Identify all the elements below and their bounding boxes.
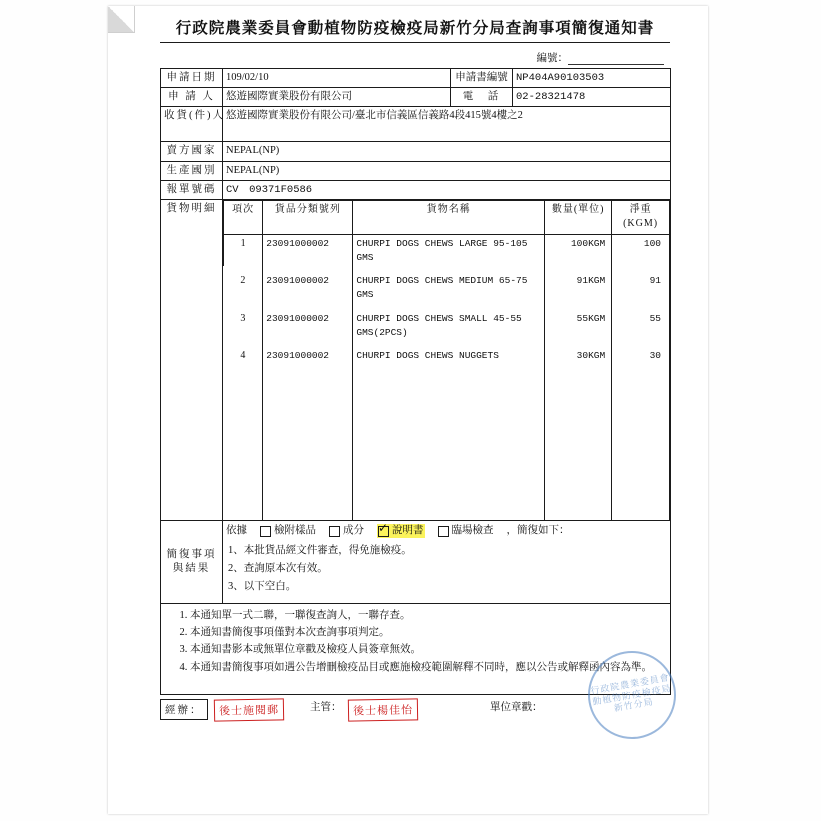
reply-row xyxy=(161,520,671,603)
checkbox-onsite-label: 臨場檢查 xyxy=(451,524,494,536)
document-number-row xyxy=(160,50,670,65)
reply-section-label xyxy=(161,520,223,603)
main-form-table xyxy=(160,68,671,695)
handler-label: 經辦： xyxy=(160,699,208,720)
checkbox-manual-box[interactable] xyxy=(378,526,389,537)
goods-row-no: 2 xyxy=(240,275,246,287)
table-row xyxy=(224,341,670,366)
apply-date-value: 109/02/10 xyxy=(223,69,451,88)
goods-row-name: CHURPI DOGS CHEWS NUGGETS xyxy=(353,341,545,366)
export-country-value: NEPAL(NP) xyxy=(223,142,671,161)
checkbox-onsite-box[interactable] xyxy=(438,526,449,537)
goods-detail-cell xyxy=(223,199,671,520)
goods-blank-cell xyxy=(612,366,670,520)
table-row xyxy=(161,180,671,199)
goods-blank-cell xyxy=(353,366,545,520)
table-row xyxy=(161,142,671,161)
goods-blank-space xyxy=(224,366,670,520)
goods-row-net: 30 xyxy=(612,341,670,366)
table-row xyxy=(161,161,671,180)
reply-section-label-line2: 與結果 xyxy=(172,562,211,574)
goods-row-code: 23091000002 xyxy=(263,341,353,366)
goods-table xyxy=(223,200,670,520)
goods-row-code: 23091000002 xyxy=(263,304,353,342)
consignee-label: 收貨(件)人 xyxy=(161,107,223,142)
goods-header-row xyxy=(224,200,670,234)
goods-col-net: 淨重(KGM) xyxy=(612,200,670,234)
reply-tail-label: ，簡復如下： xyxy=(506,524,570,536)
reply-line-3: 3、以下空白。 xyxy=(228,580,297,592)
checkbox-ingredient-label: 成分 xyxy=(343,524,364,536)
goods-blank-cell xyxy=(263,366,353,520)
list-item: 4. 本通知書簡復事項如遇公告增刪檢疫品目或應施檢疫範圍解釋不同時，應以公告或解釋函內容為準。 xyxy=(190,660,667,676)
goods-row-name: CHURPI DOGS CHEWS MEDIUM 65-75 GMS xyxy=(353,266,545,304)
reply-line-1: 1、本批貨品經文件審查，得免施檢疫。 xyxy=(228,545,412,557)
report-no-label: 報單號碼 xyxy=(161,180,223,199)
page-corner-fold xyxy=(108,6,135,33)
list-item: 1. 本通知單一式二聯，一聯復查詢人，一聯存查。 xyxy=(190,608,667,624)
goods-blank-cell xyxy=(224,366,263,520)
goods-row-name: CHURPI DOGS CHEWS SMALL 45-55 GMS(2PCS) xyxy=(353,304,545,342)
goods-row-code: 23091000002 xyxy=(263,234,353,266)
goods-row-qty: 55KGM xyxy=(545,304,612,342)
page-title: 行政院農業委員會動植物防疫檢疫局新竹分局查詢事項簡復通知書 xyxy=(160,16,670,43)
supervisor-label: 主管： xyxy=(310,701,342,713)
goods-row-qty: 91KGM xyxy=(545,266,612,304)
applicant-value: 悠遊國際實業股份有限公司 xyxy=(223,88,451,107)
goods-row-net: 91 xyxy=(612,266,670,304)
table-row xyxy=(161,88,671,107)
unit-label: 單位章戳： xyxy=(490,701,543,713)
checkbox-ingredient-box[interactable] xyxy=(329,526,340,537)
checkbox-ingredient[interactable] xyxy=(329,524,364,538)
goods-row-name: CHURPI DOGS CHEWS LARGE 95-105 GMS xyxy=(353,234,545,266)
goods-col-name: 貨物名稱 xyxy=(353,200,545,234)
official-seal: 行政院農業委員會動植物防疫檢疫局新竹分局 xyxy=(581,644,683,746)
goods-col-code: 貨品分類號列 xyxy=(263,200,353,234)
goods-row-net: 55 xyxy=(612,304,670,342)
document-number-value xyxy=(568,53,664,65)
reply-options-row xyxy=(226,523,667,542)
report-no-value: CV 09371F0586 xyxy=(223,180,671,199)
notes-list xyxy=(164,608,667,676)
checkbox-manual-label: 說明書 xyxy=(392,524,424,536)
goods-row-no: 1 xyxy=(224,234,263,266)
phone-value: 02-28321478 xyxy=(513,88,671,107)
table-row xyxy=(161,107,671,142)
consignee-value: 悠遊國際實業股份有限公司/臺北市信義區信義路4段415號4樓之2 xyxy=(223,107,671,142)
handler-stamp: 後士施閱郵 xyxy=(213,698,283,721)
goods-detail-label: 貨物明細 xyxy=(161,199,223,520)
origin-value: NEPAL(NP) xyxy=(223,161,671,180)
table-row xyxy=(224,234,670,266)
checkbox-sample-label: 檢附樣品 xyxy=(274,524,316,536)
apply-date-label: 申請日期 xyxy=(161,69,223,88)
applicant-label: 申 請 人 xyxy=(161,88,223,107)
supervisor-stamp: 後士楊佳怡 xyxy=(347,698,417,721)
checkbox-onsite[interactable] xyxy=(438,524,494,538)
goods-row-qty: 100KGM xyxy=(545,234,612,266)
basis-label: 依據 xyxy=(226,524,247,536)
table-row xyxy=(224,304,670,342)
signature-row xyxy=(160,672,673,741)
apply-no-label: 申請書編號 xyxy=(451,69,513,88)
reply-content-cell xyxy=(223,520,671,603)
goods-row-code: 23091000002 xyxy=(263,266,353,304)
reply-section-label-line1: 簡復事項 xyxy=(166,548,217,560)
goods-col-qty: 數量(單位) xyxy=(545,200,612,234)
goods-row-no: 4 xyxy=(240,350,246,362)
list-item: 3. 本通知書影本或無單位章戳及檢疫人員簽章無效。 xyxy=(190,642,667,658)
goods-row-qty: 30KGM xyxy=(545,341,612,366)
checkbox-sample-box[interactable] xyxy=(260,526,271,537)
export-country-label: 賣方國家 xyxy=(161,142,223,161)
checkbox-sample[interactable] xyxy=(260,524,316,538)
table-row xyxy=(161,69,671,88)
document-number-label: 編號： xyxy=(536,53,568,64)
goods-row-no: 3 xyxy=(240,312,246,324)
goods-detail-row xyxy=(161,199,671,520)
origin-label: 生產國別 xyxy=(161,161,223,180)
handler-block xyxy=(160,699,310,721)
table-row xyxy=(224,266,670,304)
goods-blank-cell xyxy=(545,366,612,520)
phone-label: 電 話 xyxy=(451,88,513,107)
goods-col-no: 項次 xyxy=(224,200,263,234)
document-body xyxy=(160,16,673,741)
list-item: 2. 本通知書簡復事項僅對本次查詢事項判定。 xyxy=(190,625,667,641)
goods-row-net: 100 xyxy=(612,234,670,266)
supervisor-block xyxy=(310,699,490,721)
checkbox-manual[interactable] xyxy=(377,524,425,538)
reply-line-2: 2、查詢原本次有效。 xyxy=(228,562,328,574)
apply-no-value: NP404A90103503 xyxy=(513,69,671,88)
